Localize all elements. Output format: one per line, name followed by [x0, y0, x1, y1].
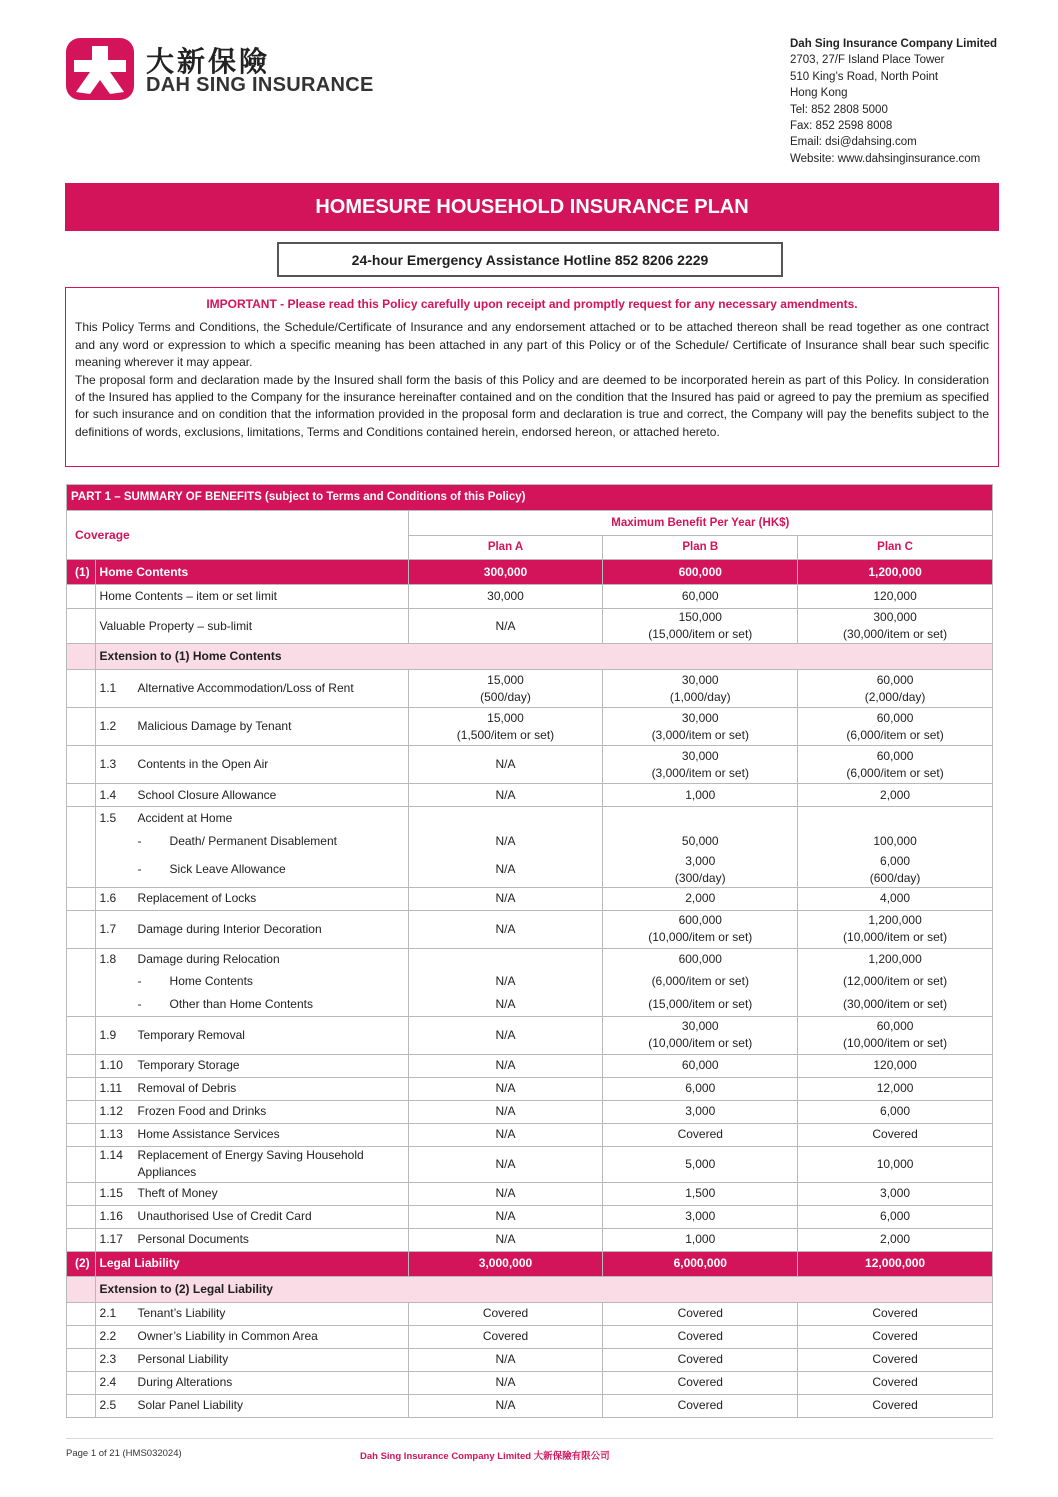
plan-b-value: (6,000/item or set)	[603, 970, 798, 993]
plan-b-value: 3,000 (300/day)	[603, 853, 798, 888]
row-label: 2.1 Tenant’s Liability	[95, 1302, 408, 1325]
row-label: 1.16 Unauthorised Use of Credit Card	[95, 1205, 408, 1228]
table-row	[67, 1228, 993, 1251]
document-title: HOMESURE HOUSEHOLD INSURANCE PLAN	[65, 183, 999, 231]
plan-c-value: 1,200,000	[798, 560, 993, 585]
section-label: Home Contents	[95, 560, 408, 585]
plan-c-value: 60,000 (10,000/item or set)	[798, 1016, 993, 1054]
plan-c-value: 120,000	[798, 585, 993, 609]
plan-a-value: 3,000,000	[408, 1251, 603, 1276]
plan-a-value: N/A	[408, 1371, 603, 1394]
plan-b-value: 6,000,000	[603, 1251, 798, 1276]
section-label: Legal Liability	[95, 1251, 408, 1276]
plan-c-value: 60,000 (6,000/item or set)	[798, 708, 993, 746]
row-label: 1.11 Removal of Debris	[95, 1077, 408, 1100]
plan-b-value: 150,000 (15,000/item or set)	[603, 609, 798, 644]
plan-c-value: 300,000 (30,000/item or set)	[798, 609, 993, 644]
plan-a-value: N/A	[408, 784, 603, 807]
plan-c-value: 12,000	[798, 1077, 993, 1100]
plan-b-value: Covered	[603, 1348, 798, 1371]
row-label: 1.10 Temporary Storage	[95, 1054, 408, 1077]
plan-b-value: 3,000	[603, 1100, 798, 1123]
section-number: (2)	[67, 1251, 96, 1276]
plan-b-value: 30,000 (3,000/item or set)	[603, 746, 798, 784]
plan-b-value: 2,000	[603, 887, 798, 910]
plan-b-value: 6,000	[603, 1077, 798, 1100]
table-row	[67, 1077, 993, 1100]
plan-b-value: 3,000	[603, 1205, 798, 1228]
plan-b-value: 5,000	[603, 1146, 798, 1182]
plan-a-value: N/A	[408, 887, 603, 910]
address-line-1: 2703, 27/F Island Place Tower	[790, 54, 945, 67]
plan-b-value: Covered	[603, 1394, 798, 1417]
row-label: 2.4 During Alterations	[95, 1371, 408, 1394]
table-row	[67, 1205, 993, 1228]
plan-a-value: N/A	[408, 1123, 603, 1146]
plan-a-value: N/A	[408, 993, 603, 1016]
table-row	[67, 948, 993, 970]
plan-a-value: 15,000 (500/day)	[408, 670, 603, 708]
row-label: - Sick Leave Allowance	[95, 853, 408, 888]
row-label: 1.9 Temporary Removal	[95, 1016, 408, 1054]
table-row	[67, 1371, 993, 1394]
important-paragraph-2: The proposal form and declaration made by the Insured shall form the basis of this Policy and are deemed to be incorporated herein as part of this Policy. In consideration of the Insured has applied to the Company for the insurance hereinafter contained and on the condition that the Insured has paid or agreed to pay the premium as specified for such insurance and on condition that the information provided in the proposal form and declaration is true and correct, the Company will pay the benefits subject to the definitions of words, exclusions, limitations, Terms and Conditions contained herein, endorsed hereon, or attached hereto.	[75, 372, 989, 439]
plan-c-value: 2,000	[798, 784, 993, 807]
plan-a-value: N/A	[408, 1182, 603, 1205]
plan-a-value: Covered	[408, 1325, 603, 1348]
table-row	[67, 746, 993, 784]
plan-c-value: 1,200,000	[798, 948, 993, 970]
plan-c-value: Covered	[798, 1325, 993, 1348]
table-row	[67, 1100, 993, 1123]
plan-a-value: N/A	[408, 1394, 603, 1417]
plan-c-value: 6,000	[798, 1100, 993, 1123]
table-row	[67, 1394, 993, 1417]
plan-a-value: 15,000 (1,500/item or set)	[408, 708, 603, 746]
plan-b-value: 50,000	[603, 830, 798, 853]
row-label: 1.6 Replacement of Locks	[95, 887, 408, 910]
footer-company: Dah Sing Insurance Company Limited 大新保險有限公司	[360, 1451, 610, 1462]
row-label: - Home Contents	[95, 970, 408, 993]
table-row	[67, 1182, 993, 1205]
table-row	[67, 1348, 993, 1371]
plan-a-value: 30,000	[408, 585, 603, 609]
row-label: 1.8 Damage during Relocation	[95, 948, 408, 970]
emergency-hotline: 24-hour Emergency Assistance Hotline 852 8206 2229	[277, 242, 783, 277]
table-row	[67, 670, 993, 708]
contact-block	[790, 36, 997, 167]
telephone: Tel: 852 2808 5000	[790, 103, 888, 116]
logo-chinese-name: 大新保險	[146, 46, 271, 77]
plan-b-header: Plan B	[603, 536, 798, 560]
plan-c-value: (12,000/item or set)	[798, 970, 993, 993]
extension-heading-row	[67, 644, 993, 670]
max-benefit-header: Maximum Benefit Per Year (HK$)	[408, 511, 992, 536]
extension-heading: Extension to (1) Home Contents	[95, 644, 992, 670]
plan-c-value: Covered	[798, 1123, 993, 1146]
plan-c-value: 12,000,000	[798, 1251, 993, 1276]
plan-c-value: 2,000	[798, 1228, 993, 1251]
plan-c-value: (30,000/item or set)	[798, 993, 993, 1016]
row-label: 1.17 Personal Documents	[95, 1228, 408, 1251]
table-row	[67, 1302, 993, 1325]
address-line-3: Hong Kong	[790, 87, 848, 100]
plan-a-value: N/A	[408, 1146, 603, 1182]
plan-b-value: 30,000 (10,000/item or set)	[603, 1016, 798, 1054]
row-label: 1.2 Malicious Damage by Tenant	[95, 708, 408, 746]
plan-c-value: 60,000 (6,000/item or set)	[798, 746, 993, 784]
plan-a-value: Covered	[408, 1302, 603, 1325]
plan-a-value: N/A	[408, 609, 603, 644]
address-line-2: 510 King’s Road, North Point	[790, 70, 939, 83]
plan-c-value: 100,000	[798, 830, 993, 853]
table-row	[67, 970, 993, 993]
plan-b-value: Covered	[603, 1371, 798, 1394]
plan-c-value: 1,200,000 (10,000/item or set)	[798, 910, 993, 948]
plan-a-value: N/A	[408, 1100, 603, 1123]
table-row	[67, 993, 993, 1016]
part-heading-row	[67, 485, 993, 511]
row-label: 1.13 Home Assistance Services	[95, 1123, 408, 1146]
table-row	[67, 910, 993, 948]
extension-heading-row	[67, 1276, 993, 1302]
plan-a-value: N/A	[408, 970, 603, 993]
important-notice	[65, 287, 999, 467]
row-label: 1.1 Alternative Accommodation/Loss of Rent	[95, 670, 408, 708]
part-heading: PART 1 – SUMMARY OF BENEFITS (subject to Terms and Conditions of this Policy)	[67, 485, 993, 511]
row-label: - Death/ Permanent Disablement	[95, 830, 408, 853]
plan-b-value: Covered	[603, 1302, 798, 1325]
plan-a-value: N/A	[408, 853, 603, 888]
fax: Fax: 852 2598 8008	[790, 120, 893, 133]
plan-a-header: Plan A	[408, 536, 603, 560]
plan-c-header: Plan C	[798, 536, 993, 560]
plan-c-value: 6,000 (600/day)	[798, 853, 993, 888]
website: Website: www.dahsinginsurance.com	[790, 152, 981, 165]
coverage-header: Coverage	[67, 511, 409, 560]
table-row	[67, 1016, 993, 1054]
important-paragraph-1: This Policy Terms and Conditions, the Schedule/Certificate of Insurance and any endorsement attached or to be attached thereon shall be read together as one contract and any word or expression to which a specific meaning has been attached in any part of this Policy or of the Schedule/ Certificate of Insurance shall bear such specific meaning wherever it may appear.	[75, 320, 989, 370]
row-label: 1.15 Theft of Money	[95, 1182, 408, 1205]
plan-b-value: Covered	[603, 1123, 798, 1146]
plan-b-value: 60,000	[603, 1054, 798, 1077]
table-row	[67, 1146, 993, 1182]
plan-c-value: 3,000	[798, 1182, 993, 1205]
table-row	[67, 784, 993, 807]
company-name: Dah Sing Insurance Company Limited	[790, 38, 998, 50]
footer-divider	[66, 1438, 993, 1439]
plan-a-value: N/A	[408, 910, 603, 948]
plan-a-value: N/A	[408, 1205, 603, 1228]
section-number: (1)	[67, 560, 96, 585]
plan-b-value: 600,000 (10,000/item or set)	[603, 910, 798, 948]
plan-a-value: N/A	[408, 1077, 603, 1100]
table-row	[67, 1325, 993, 1348]
home-contents-row	[67, 560, 993, 585]
plan-a-value: 300,000	[408, 560, 603, 585]
plan-b-value: 60,000	[603, 585, 798, 609]
plan-b-value: Covered	[603, 1325, 798, 1348]
plan-a-value: N/A	[408, 1054, 603, 1077]
table-row	[67, 585, 993, 609]
plan-b-value: (15,000/item or set)	[603, 993, 798, 1016]
row-label: 1.7 Damage during Interior Decoration	[95, 910, 408, 948]
plan-b-value: 30,000 (1,000/day)	[603, 670, 798, 708]
logo-english-name: DAH SING INSURANCE	[146, 74, 374, 96]
company-logo	[66, 38, 376, 100]
table-row	[67, 1123, 993, 1146]
row-label: 1.14 Replacement of Energy Saving Household Appliances	[95, 1146, 408, 1182]
plan-b-value: 1,000	[603, 1228, 798, 1251]
plan-c-value: Covered	[798, 1371, 993, 1394]
plan-c-value: 120,000	[798, 1054, 993, 1077]
plan-c-value: Covered	[798, 1394, 993, 1417]
row-label: 1.12 Frozen Food and Drinks	[95, 1100, 408, 1123]
benefits-table	[66, 484, 993, 1418]
table-row	[67, 807, 993, 830]
plan-a-value: N/A	[408, 1348, 603, 1371]
table-row	[67, 853, 993, 888]
plan-b-value: 600,000	[603, 948, 798, 970]
email: Email: dsi@dahsing.com	[790, 136, 917, 149]
table-row	[67, 830, 993, 853]
page-number: Page 1 of 21 (HMS032024)	[66, 1448, 182, 1459]
plan-b-value: 600,000	[603, 560, 798, 585]
plan-c-value: 4,000	[798, 887, 993, 910]
plan-b-value: 1,500	[603, 1182, 798, 1205]
row-label: 2.3 Personal Liability	[95, 1348, 408, 1371]
plan-c-value: 6,000	[798, 1205, 993, 1228]
table-row	[67, 708, 993, 746]
header-row	[67, 511, 993, 536]
logo-mark-icon	[66, 38, 134, 100]
row-label: - Other than Home Contents	[95, 993, 408, 1016]
row-label: Valuable Property – sub-limit	[95, 609, 408, 644]
table-row	[67, 1054, 993, 1077]
plan-a-value: N/A	[408, 1016, 603, 1054]
plan-b-value: 30,000 (3,000/item or set)	[603, 708, 798, 746]
row-label: Home Contents – item or set limit	[95, 585, 408, 609]
plan-c-value: 10,000	[798, 1146, 993, 1182]
extension-heading: Extension to (2) Legal Liability	[95, 1276, 992, 1302]
plan-c-value: 60,000 (2,000/day)	[798, 670, 993, 708]
row-label: 1.3 Contents in the Open Air	[95, 746, 408, 784]
plan-c-value: Covered	[798, 1302, 993, 1325]
legal-liability-row	[67, 1251, 993, 1276]
plan-a-value: N/A	[408, 746, 603, 784]
row-label: 1.5 Accident at Home	[95, 807, 408, 830]
row-label: 2.2 Owner’s Liability in Common Area	[95, 1325, 408, 1348]
row-label: 2.5 Solar Panel Liability	[95, 1394, 408, 1417]
plan-c-value: Covered	[798, 1348, 993, 1371]
important-heading: IMPORTANT - Please read this Policy carefully upon receipt and promptly request for any necessary amendments.	[206, 297, 858, 311]
table-row	[67, 609, 993, 644]
table-row	[67, 887, 993, 910]
plan-a-value: N/A	[408, 830, 603, 853]
plan-b-value: 1,000	[603, 784, 798, 807]
row-label: 1.4 School Closure Allowance	[95, 784, 408, 807]
plan-a-value: N/A	[408, 1228, 603, 1251]
